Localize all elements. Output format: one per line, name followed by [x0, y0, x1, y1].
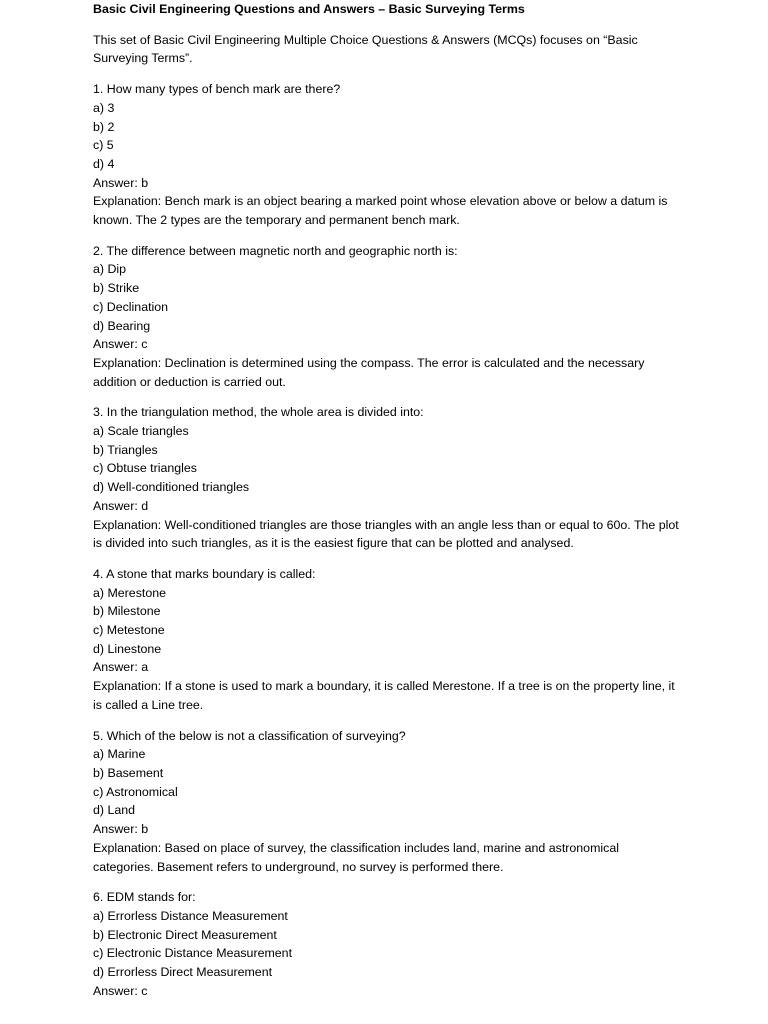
- explanation-text: Explanation: Well-conditioned triangles are those triangles with an angle less than or equal to 60o. The plot is divided into such triangles, as it is the easiest figure that can be plotted and analysed.: [93, 517, 679, 551]
- document-page: [93, 0, 683, 1000]
- answer-text: Answer: c: [93, 983, 148, 998]
- option-a: a) 3: [93, 100, 115, 115]
- option-b: b) Strike: [93, 281, 140, 296]
- option-d: d) Linestone: [93, 641, 162, 656]
- question-block: [93, 565, 683, 715]
- option-d: d) Well-conditioned triangles: [93, 480, 250, 495]
- question-text: 1. How many types of bench mark are there?: [93, 82, 341, 97]
- question-block: [93, 888, 683, 1000]
- explanation-text: Explanation: Bench mark is an object bearing a marked point whose elevation above or below a datum is known. The 2 types are the temporary and permanent bench mark.: [93, 194, 668, 228]
- option-c: c) Obtuse triangles: [93, 461, 197, 476]
- question-text: 6. EDM stands for:: [93, 890, 196, 905]
- option-b: b) 2: [93, 119, 115, 134]
- question-block: [93, 80, 683, 230]
- question-text: 2. The difference between magnetic north and geographic north is:: [93, 243, 458, 258]
- option-c: c) Electronic Distance Measurement: [93, 946, 293, 961]
- option-d: d) Land: [93, 803, 136, 818]
- option-a: a) Dip: [93, 262, 127, 277]
- answer-text: Answer: c: [93, 337, 148, 352]
- question-block: [93, 727, 683, 877]
- option-c: c) Astronomical: [93, 784, 178, 799]
- question-text: 3. In the triangulation method, the whole area is divided into:: [93, 405, 424, 420]
- option-a: a) Marine: [93, 747, 146, 762]
- option-d: d) 4: [93, 156, 115, 171]
- document-intro: This set of Basic Civil Engineering Multiple Choice Questions & Answers (MCQs) focuses on “Basic Surveying Terms”.: [93, 32, 638, 66]
- option-a: a) Errorless Distance Measurement: [93, 908, 288, 923]
- question-text: 4. A stone that marks boundary is called:: [93, 566, 316, 581]
- answer-text: Answer: a: [93, 660, 149, 675]
- option-d: d) Errorless Direct Measurement: [93, 965, 273, 980]
- option-a: a) Scale triangles: [93, 424, 189, 439]
- question-block: [93, 403, 683, 553]
- answer-text: Answer: b: [93, 822, 149, 837]
- option-d: d) Bearing: [93, 318, 151, 333]
- option-c: c) 5: [93, 138, 114, 153]
- explanation-text: Explanation: Declination is determined using the compass. The error is calculated and the necessary addition or deduction is carried out.: [93, 355, 645, 389]
- answer-text: Answer: d: [93, 498, 149, 513]
- question-text: 5. Which of the below is not a classification of surveying?: [93, 728, 406, 743]
- option-b: b) Basement: [93, 766, 164, 780]
- explanation-text: Explanation: If a stone is used to mark a boundary, it is called Merestone. If a tree is on the property line, it is called a Line tree.: [93, 679, 675, 712]
- option-a: a) Merestone: [93, 585, 167, 600]
- option-c: c) Declination: [93, 299, 169, 314]
- explanation-text: Explanation: Based on place of survey, the classification includes land, marine and astronomical categories. Basement refers to underground, no survey is performed there.: [93, 840, 619, 874]
- option-b: b) Milestone: [93, 604, 161, 619]
- document-title: Basic Civil Engineering Questions and Answers – Basic Surveying Terms: [93, 2, 525, 16]
- question-block: [93, 242, 683, 392]
- option-b: b) Triangles: [93, 442, 158, 457]
- option-b: b) Electronic Direct Measurement: [93, 927, 277, 942]
- answer-text: Answer: b: [93, 175, 149, 190]
- option-c: c) Metestone: [93, 623, 165, 638]
